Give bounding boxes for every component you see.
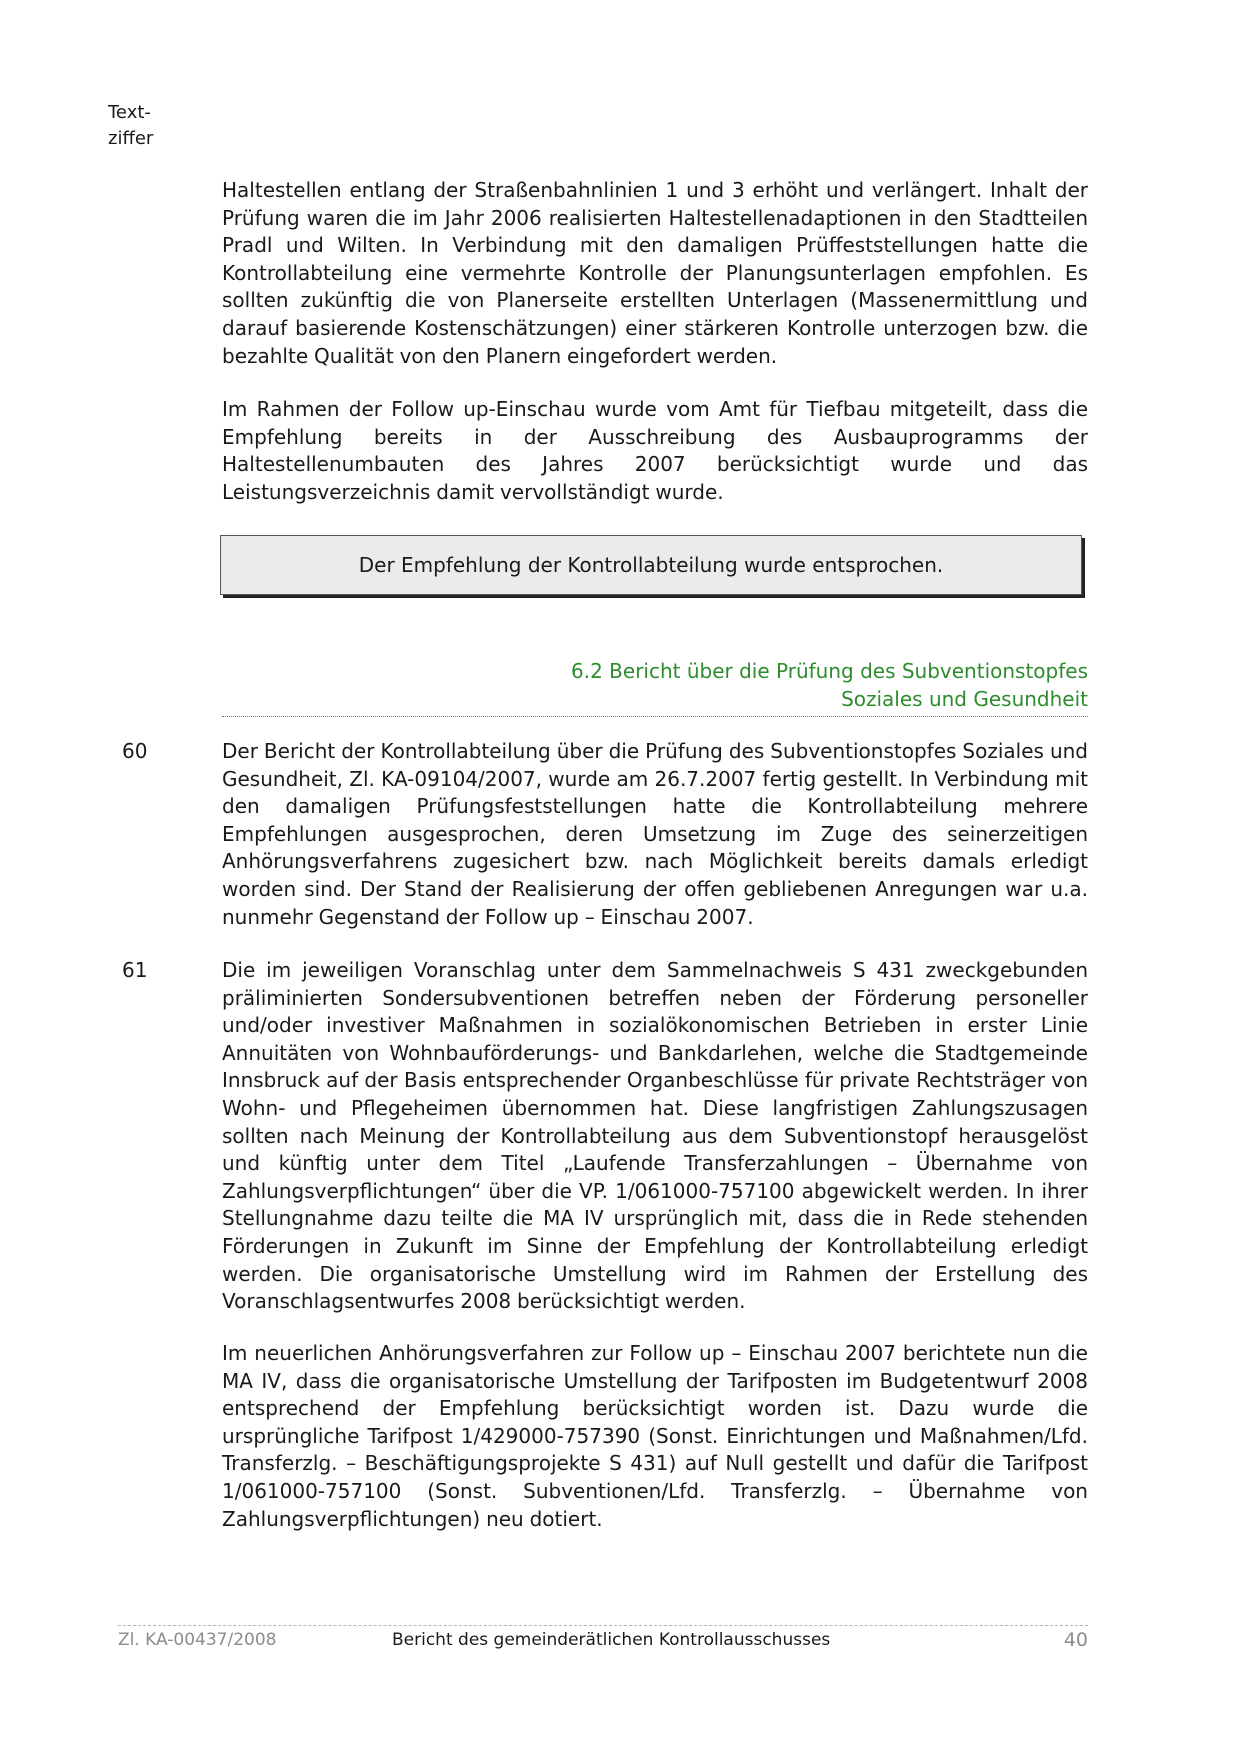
paragraph-60: Der Bericht der Kontrollabteilung über die Prüfung des Subventionstopfes Soziales und Gesundheit, Zl. KA-09104/2007, wurde am 26.7.2007 fertig gestellt. In Verbindung mit den damaligen Prüfungsfeststellungen hatte die Kontrollabteilung mehrere Empfehlungen ausgesprochen, deren Umsetzung im Zuge des seinerzeitigen Anhörungsverfahrens zugesichert bzw. nach Möglichkeit bereits damals erledigt worden sind. Der Stand der Realisierung der offen gebliebenen Anregungen war u.a. nunmehr Gegenstand der Follow up – Einschau 2007. — [222, 739, 1088, 929]
paragraph-follow-up-tiefbau: Im Rahmen der Follow up-Einschau wurde vom Amt für Tiefbau mitgeteilt, dass die Empfehlung bereits in der Ausschreibung des Ausbauprogramms der Haltestellenumbauten des Jahres 2007 berücksichtigt wurde und das Leistungsverzeichnis damit vervollständigt wurde. — [222, 397, 1088, 504]
textziffer-60: 60 — [122, 739, 148, 763]
section-divider — [222, 716, 1088, 717]
recommendation-callout-box — [220, 535, 1082, 595]
paragraph-61: Die im jeweiligen Voranschlag unter dem Sammelnachweis S 431 zweckgebunden präliminierten Sondersubventionen betreffen neben der Förderung personeller und/oder investiver Maßnahmen in sozialökonomischen Betrieben in erster Linie Annuitäten von Wohnbauförderungs- und Bankdarlehen, welche die Stadtgemeinde Innsbruck auf der Basis entsprechender Organbeschlüsse für private Rechtsträger von Wohn- und Pflegeheimen übernommen hat. Diese langfristigen Zahlungszusagen sollten nach Meinung der Kontrollabteilung aus dem Subventionstopf herausgelöst und künftig unter dem Titel „Laufende Transferzahlungen – Übernahme von Zahlungsverpflichtungen“ über die VP. 1/061000-757100 abgewickelt werden. In ihrer Stellungnahme dazu teilte die MA IV ursprünglich mit, dass die in Rede stehenden Förderungen in Zukunft im Sinne der Empfehlung der Kontrollabteilung erledigt werden. Die organisatorische Umstellung wird im Rahmen der Erstellung des Voranschlagsentwurfes 2008 berücksichtigt werden. — [222, 958, 1088, 1314]
paragraph-haltestellen: Haltestellen entlang der Straßenbahnlinien 1 und 3 erhöht und verlängert. Inhalt der Prüfung waren die im Jahr 2006 realisierten Haltestellenadaptionen in den Stadtteilen Pradl und Wilten. In Verbindung mit den damaligen Prüffeststellungen hatte die Kontrollabteilung eine vermehrte Kontrolle der Planungsunterlagen empfohlen. Es sollten zukünftig die von Planerseite erstellten Unterlagen (Massenermittlung und darauf basierende Kostenschätzungen) einer stärkeren Kontrolle unterzogen bzw. die bezahlte Qualität von den Planern eingefordert werden. — [222, 178, 1088, 368]
footer-reference: Zl. KA-00437/2008 — [118, 1630, 277, 1650]
callout-text: Der Empfehlung der Kontrollabteilung wurde entsprochen. — [358, 553, 944, 577]
paragraph-61-continuation: Im neuerlichen Anhörungsverfahren zur Follow up – Einschau 2007 berichtete nun die MA IV, dass die organisatorische Umstellung der Tarifposten im Budgetentwurf 2008 entsprechend der Empfehlung berücksichtigt worden ist. Dazu wurde die ursprüngliche Tarifpost 1/429000-757390 (Sonst. Einrichtungen und Maßnahmen/Lfd. Transferzlg. – Beschäftigungsprojekte S 431) auf Null gestellt und dafür die Tarifpost 1/061000-757100 (Sonst. Subventionen/Lfd. Transferzlg. – Übernahme von Zahlungsverpflichtungen) neu dotiert. — [222, 1341, 1088, 1531]
textziffer-61: 61 — [122, 958, 148, 982]
footer-divider — [118, 1625, 1088, 1626]
section-heading-line-2: Soziales und Gesundheit — [841, 687, 1088, 711]
section-heading-line-1: 6.2 Bericht über die Prüfung des Subventionstopfes — [571, 659, 1088, 683]
section-heading — [571, 657, 1088, 713]
textziffer-label: Text- ziffer — [108, 102, 154, 149]
footer-title: Bericht des gemeinderätlichen Kontrollausschusses — [392, 1630, 831, 1650]
page-number: 40 — [1063, 1629, 1088, 1651]
